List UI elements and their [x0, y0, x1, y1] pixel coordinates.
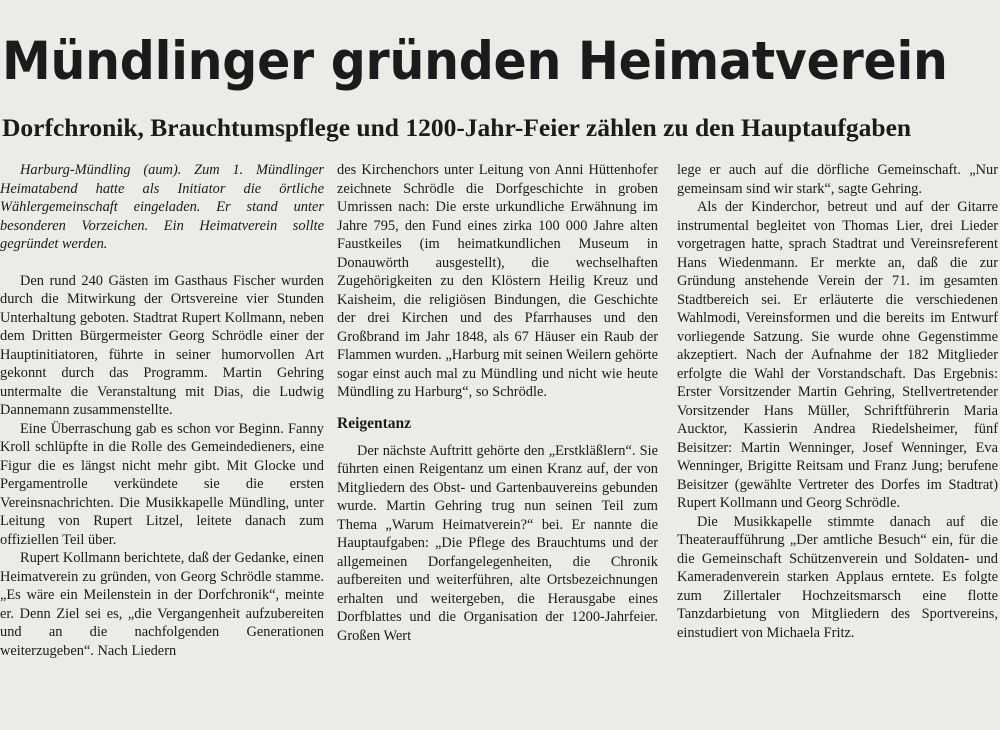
body-paragraph: Die Musikkapelle stimmte danach auf die Theateraufführung „Der amtliche Besuch“ ein, für die die Gemeinschaft Schützenverein und Soldaten- und Kameradenverein starken Applaus erntete. Es folgte zum Zillertaler Hochzeitsmarsch eine flotte Tanzdarbietung von Mitgliedern des Sportvereins, einstudiert von Michaela Fritz. [677, 513, 998, 641]
section-subheading: Reigentanz [337, 414, 412, 432]
article-column-1 [0, 161, 324, 660]
body-paragraph: Den rund 240 Gästen im Gasthaus Fischer wurden durch die Mitwirkung der Ortsvereine vier Stunden Unterhaltung geboten. Stadtrat Rupert Kollmann, neben dem Dritten Bürgermeister Georg Schrödle einer der Hauptinitiatoren, führte in seiner humorvollen Art gekonnt durch das Programm. Martin Gehring untermalte die Veranstaltung mit Dias, die Ludwig Dannemann zusammenstellte. [0, 272, 324, 418]
body-paragraph: Eine Überraschung gab es schon vor Beginn. Fanny Kroll schlüpfte in die Rolle des Gemeindedieners, eine Figur die es längst nicht mehr gibt. Mit Glocke und Pergamentrolle verkündete sie die ersten Vereinsnachrichten. Die Musikkapelle Mündling, unter Leitung von Rupert Litzel, leitete danach zum offiziellen Teil über. [0, 420, 324, 548]
article-column-2 [337, 161, 658, 645]
headline: Mündlinger gründen Heimatverein [2, 31, 948, 92]
lead-paragraph: Harburg-Mündling (aum). Zum 1. Mündlinger Heimatabend hatte als Initiator die örtliche Wählergemeinschaft eingeladen. Er stand unter besonderen Vorzeichen. Ein Heimatverein sollte gegründet werden. [0, 162, 324, 252]
body-paragraph: Der nächste Auftritt gehörte den „Erstkläßlern“. Sie führten einen Reigentanz um einen Kranz auf, der von Mitgliedern des Obst- und Gartenbauvereins gebunden wurde. Martin Gehring trug nun seinen Teil zum Thema „Warum Heimatverein?“ bei. Er nannte die Hauptaufgaben: „Die Pflege des Brauchtums und der allgemeinen Dorfangelegenheiten, die Chronik aufbereiten und weiterführen, alte Ortsbezeichnungen erhalten und weitergeben, die Herausgabe eines Dorfblattes und die Organisation der 1200-Jahrfeier. Großen Wert [337, 442, 658, 644]
article-column-3 [677, 161, 998, 642]
body-paragraph: Rupert Kollmann berichtete, daß der Gedanke, einen Heimatverein zu gründen, von Georg Schrödle stamme. „Es wäre ein Meilenstein in der Dorfchronik“, meinte er. Denn Ziel sei es, „die Vergangenheit aufzubereiten und an die nachfolgenden Generationen weiterzugeben“. Nach Liedern [0, 550, 324, 659]
subheadline: Dorfchronik, Brauchtumspflege und 1200-Jahr-Feier zählen zu den Hauptaufgaben [2, 113, 912, 142]
body-paragraph: des Kirchenchors unter Leitung von Anni Hüttenhofer zeichnete Schrödle die Dorfgeschichte in groben Umrissen nach: Die erste urkundliche Erwähnung im Jahre 795, den Fund eines zirka 100 000 Jahre alten Faustkeiles (im heimatkundlichen Museum in Donauwörth ausgestellt), die wechselhaften Zugehörigkeiten zu den Klöstern Heilig Kreuz und Kaisheim, die religiösen Bindungen, die Geschichte der drei Kirchen und des Pfarrhauses und den Großbrand im Jahr 1848, als 67 Häuser ein Raub der Flammen wurden. „Harburg mit seinen Weilern gehörte sogar einst auch mal zu Mündling und nicht wie heute Mündling zu Harburg“, so Schrödle. [337, 162, 658, 400]
body-paragraph: Als der Kinderchor, betreut und auf der Gitarre instrumental begleitet von Thomas Lier, drei Lieder vorgetragen hatte, sprach Stadtrat und Vereinsreferent Hans Wiedenmann. Er merkte an, daß die zur Gründung anstehende Verein der 71. im gesamten Stadtbereich sei. Er erläuterte die verschiedenen Wahlmodi, Vereinsformen und die bereits im Entwurf vorliegende Satzung. Sie wurde ohne Gegenstimme akzeptiert. Nach der Aufnahme der 182 Mitglieder erfolgte die Wahl der Vorstandschaft. Das Ergebnis: Erster Vorsitzender Martin Gehring, Stellvertretender Vorsitzender Hans Müller, Schriftführerin Maria Aucktor, Kassierin Andrea Riedelsheimer, fünf Beisitzer: Martin Wenninger, Josef Wenninger, Eva Wenninger, Brigitte Reitsam und Franz Jung; berufene Beisitzer (gewählte Vertreter des Dorfes im Stadtrat) Rupert Kollmann und Georg Schrödle. [677, 199, 998, 511]
body-paragraph: lege er auch auf die dörfliche Gemeinschaft. „Nur gemeinsam sind wir stark“, sagte Gehring. [677, 162, 998, 197]
